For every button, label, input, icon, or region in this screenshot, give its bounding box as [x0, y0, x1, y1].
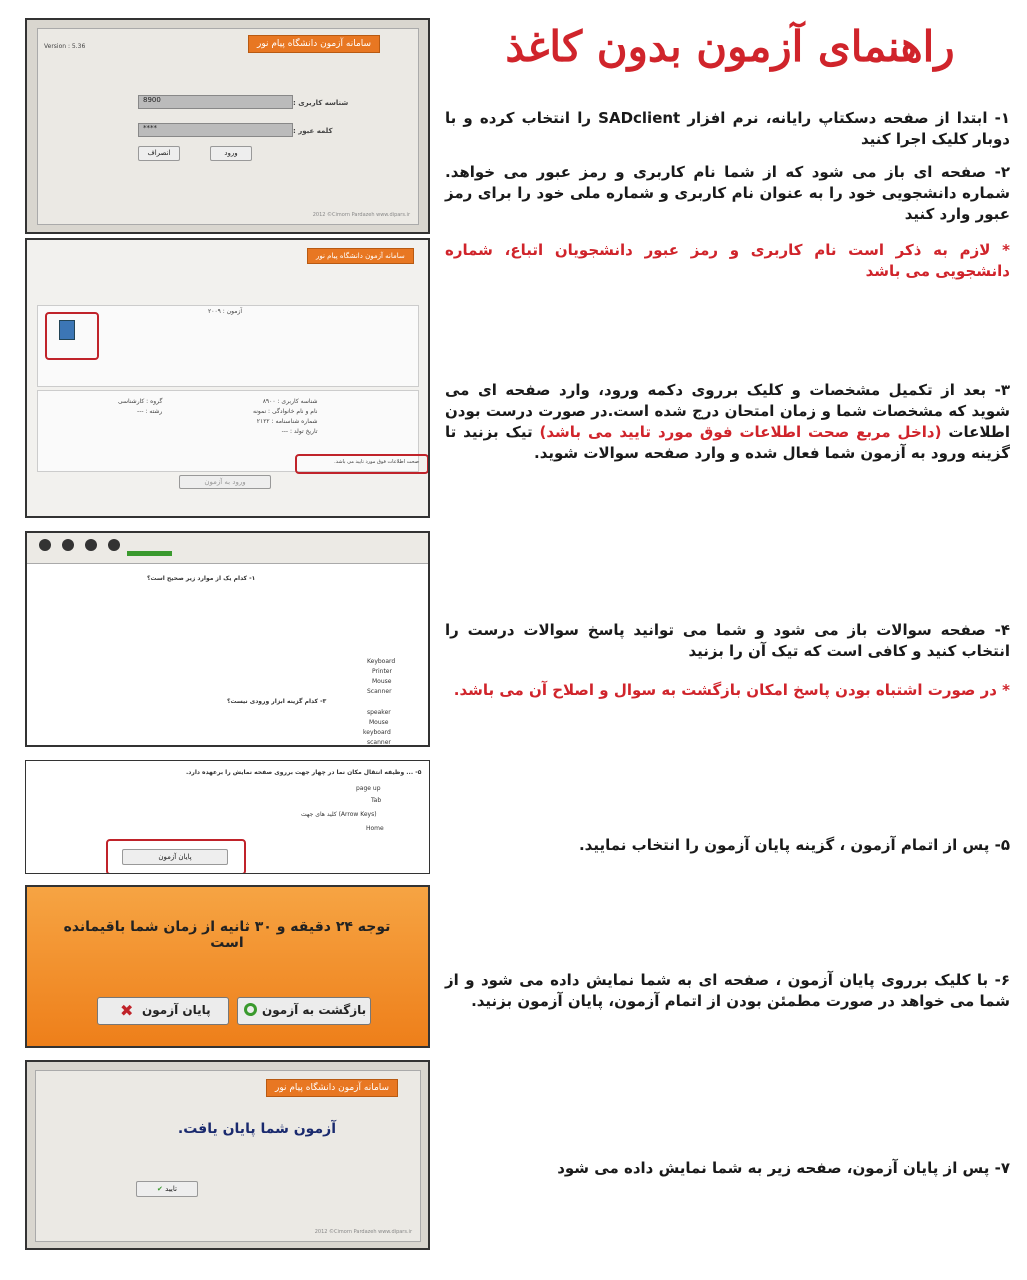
- info-line: تاریخ تولد : ---: [281, 428, 318, 435]
- option[interactable]: keyboard: [363, 729, 391, 736]
- option[interactable]: page up: [356, 785, 381, 792]
- confirm-end-button[interactable]: [97, 997, 229, 1025]
- back-to-exam-button[interactable]: [237, 997, 371, 1025]
- info-right: [118, 397, 162, 417]
- confirm-end-screenshot: [25, 885, 430, 1048]
- check-icon: ✔: [157, 1185, 163, 1193]
- copyright-footer: 2012 ©Cimorn Pardazeh www.dipars.ir: [314, 1229, 412, 1235]
- info-line: نام و نام خانوادگی : نمونه: [253, 408, 318, 415]
- option[interactable]: scanner: [367, 739, 391, 746]
- step-3-part-a: ۳- بعد از تکمیل مشخصات و کلیک برروی دکمه ورود، وارد صفحه ای می شوید که مشخصات شما و زمان امتحان درج شده است.در صورت درست بودن اطلاعات: [445, 381, 1010, 441]
- login-screenshot: [25, 18, 430, 234]
- exam-icon[interactable]: [59, 320, 75, 340]
- info-line: گروه : کارشناسی: [118, 398, 163, 405]
- option[interactable]: Mouse: [369, 719, 389, 726]
- option[interactable]: speaker: [367, 709, 391, 716]
- step-2-text: ۲- صفحه ای باز می شود که از شما نام کاربری و رمز عبور می خواهد. شماره دانشجویی خود را به عنوان نام کاربری و شماره ملی خود را برای رمز عبور وارد کنید: [445, 163, 1010, 223]
- info-screenshot: [25, 238, 430, 518]
- clock-icon[interactable]: [62, 539, 74, 551]
- option[interactable]: Scanner: [367, 688, 392, 695]
- copyright-footer: 2012 ©Cimorn Pardazeh www.dipars.ir: [312, 212, 410, 218]
- option[interactable]: (Arrow Keys) کلید های جهت: [301, 811, 377, 818]
- question-3: ۳- کدام گزینه ابزار ورودی نیست؟: [227, 698, 327, 705]
- questions-toolbar: [27, 533, 428, 564]
- gear-icon[interactable]: [39, 539, 51, 551]
- info-line: شناسه کاربری : ۸۹۰۰: [262, 398, 318, 405]
- password-field[interactable]: ****: [138, 123, 293, 137]
- page-title: راهنمای آزمون بدون کاغذ: [505, 22, 955, 71]
- username-label: شناسه کاربری :: [293, 99, 349, 107]
- exam-id: آزمون : ۲۰۰۹: [208, 308, 243, 315]
- enter-exam-button[interactable]: ورود به آزمون: [179, 475, 271, 489]
- end-exam-screenshot: [25, 760, 430, 874]
- step-3-text: [445, 380, 1010, 464]
- info-title-bar: سامانه آزمون دانشگاه پیام نور: [307, 248, 414, 264]
- questions-screenshot: [25, 531, 430, 747]
- remaining-time-message: توجه ۲۴ دقیقه و ۳۰ ثانیه از زمان شما باقیمانده است: [63, 919, 391, 951]
- finished-title-bar: سامانه آزمون دانشگاه پیام نور: [266, 1079, 398, 1097]
- option[interactable]: Home: [366, 825, 384, 832]
- version-label: Version : 5.36: [44, 43, 86, 50]
- question-5: ۵- ... وظیفه انتقال مکان نما در چهار جهت برروی صفحه نمایش را برعهده دارد.: [186, 769, 422, 776]
- question-1: ۱- کدام یک از موارد زیر صحیح است؟: [147, 575, 256, 582]
- finished-screenshot: [25, 1060, 430, 1250]
- confirm-end-label: پایان آزمون: [142, 1003, 211, 1017]
- step-4-note: * در صورت اشتباه بودن پاسخ امکان بازگشت به سوال و اصلاح آن می باشد.: [453, 681, 1010, 699]
- password-label: کلمه عبور :: [293, 127, 333, 135]
- ok-label: تایید: [165, 1185, 177, 1193]
- time-progress: [127, 551, 172, 556]
- info-left: [253, 397, 318, 437]
- refresh-icon: [244, 1003, 257, 1016]
- list-icon[interactable]: [85, 539, 97, 551]
- step-4-text: ۴- صفحه سوالات باز می شود و شما می توانید پاسخ سوالات درست را انتخاب کنید و کافی است که تیک آن را بزنید: [445, 621, 1010, 660]
- step-7-text: ۷- پس از پایان آزمون، صفحه زیر به شما نمایش داده می شود: [557, 1159, 1010, 1177]
- info-line: شماره شناسنامه : ۲۱۲۲: [256, 418, 318, 425]
- end-exam-button[interactable]: پایان آزمون: [122, 849, 228, 865]
- login-title-bar: سامانه آزمون دانشگاه پیام نور: [248, 35, 380, 53]
- step-3-red: (داخل مربع صحت اطلاعات فوق مورد تایید می باشد): [539, 423, 942, 441]
- confirm-checkbox[interactable]: صحت اطلاعات فوق مورد تایید می باشد.: [334, 459, 419, 465]
- step-6-text: ۶- با کلیک برروی پایان آزمون ، صفحه ای به شما نمایش داده می شود و از شما می خواهد در صورت مطمئن بودن از اتمام آزمون، پایان آزمون بزنید.: [445, 971, 1010, 1010]
- cancel-button[interactable]: انصراف: [138, 146, 180, 161]
- step-5-text: ۵- پس از اتمام آزمون ، گزینه پایان آزمون را انتخاب نمایید.: [578, 836, 1010, 854]
- option[interactable]: Printer: [372, 668, 392, 675]
- ok-button[interactable]: [136, 1181, 198, 1197]
- back-to-exam-label: بازگشت به آزمون: [262, 1003, 367, 1017]
- close-icon: ✖: [120, 1001, 134, 1020]
- step-3-part-b: تیک بزنید تا گزینه ورود به آزمون شما فعال شده و وارد صفحه سوالات شوید.: [445, 423, 1010, 462]
- option[interactable]: Mouse: [372, 678, 392, 685]
- finished-window: [35, 1070, 421, 1242]
- login-window: [37, 28, 419, 225]
- finished-message: آزمون شما پایان یافت.: [177, 1121, 336, 1137]
- info-line: رشته : ---: [137, 408, 163, 415]
- help-icon[interactable]: [108, 539, 120, 551]
- username-field[interactable]: 8900: [138, 95, 293, 109]
- option[interactable]: Keyboard: [367, 658, 396, 665]
- step-1-text: ۱- ابتدا از صفحه دسکتاپ رایانه، نرم افزار SADclient را انتخاب کرده و با دوبار کلیک اجرا کنید: [445, 109, 1010, 148]
- option[interactable]: Tab: [371, 797, 382, 804]
- login-button[interactable]: ورود: [210, 146, 252, 161]
- step-2-note: * لازم به ذکر است نام کاربری و رمز عبور دانشجویان اتباع، شماره دانشجویی می باشد: [445, 241, 1010, 280]
